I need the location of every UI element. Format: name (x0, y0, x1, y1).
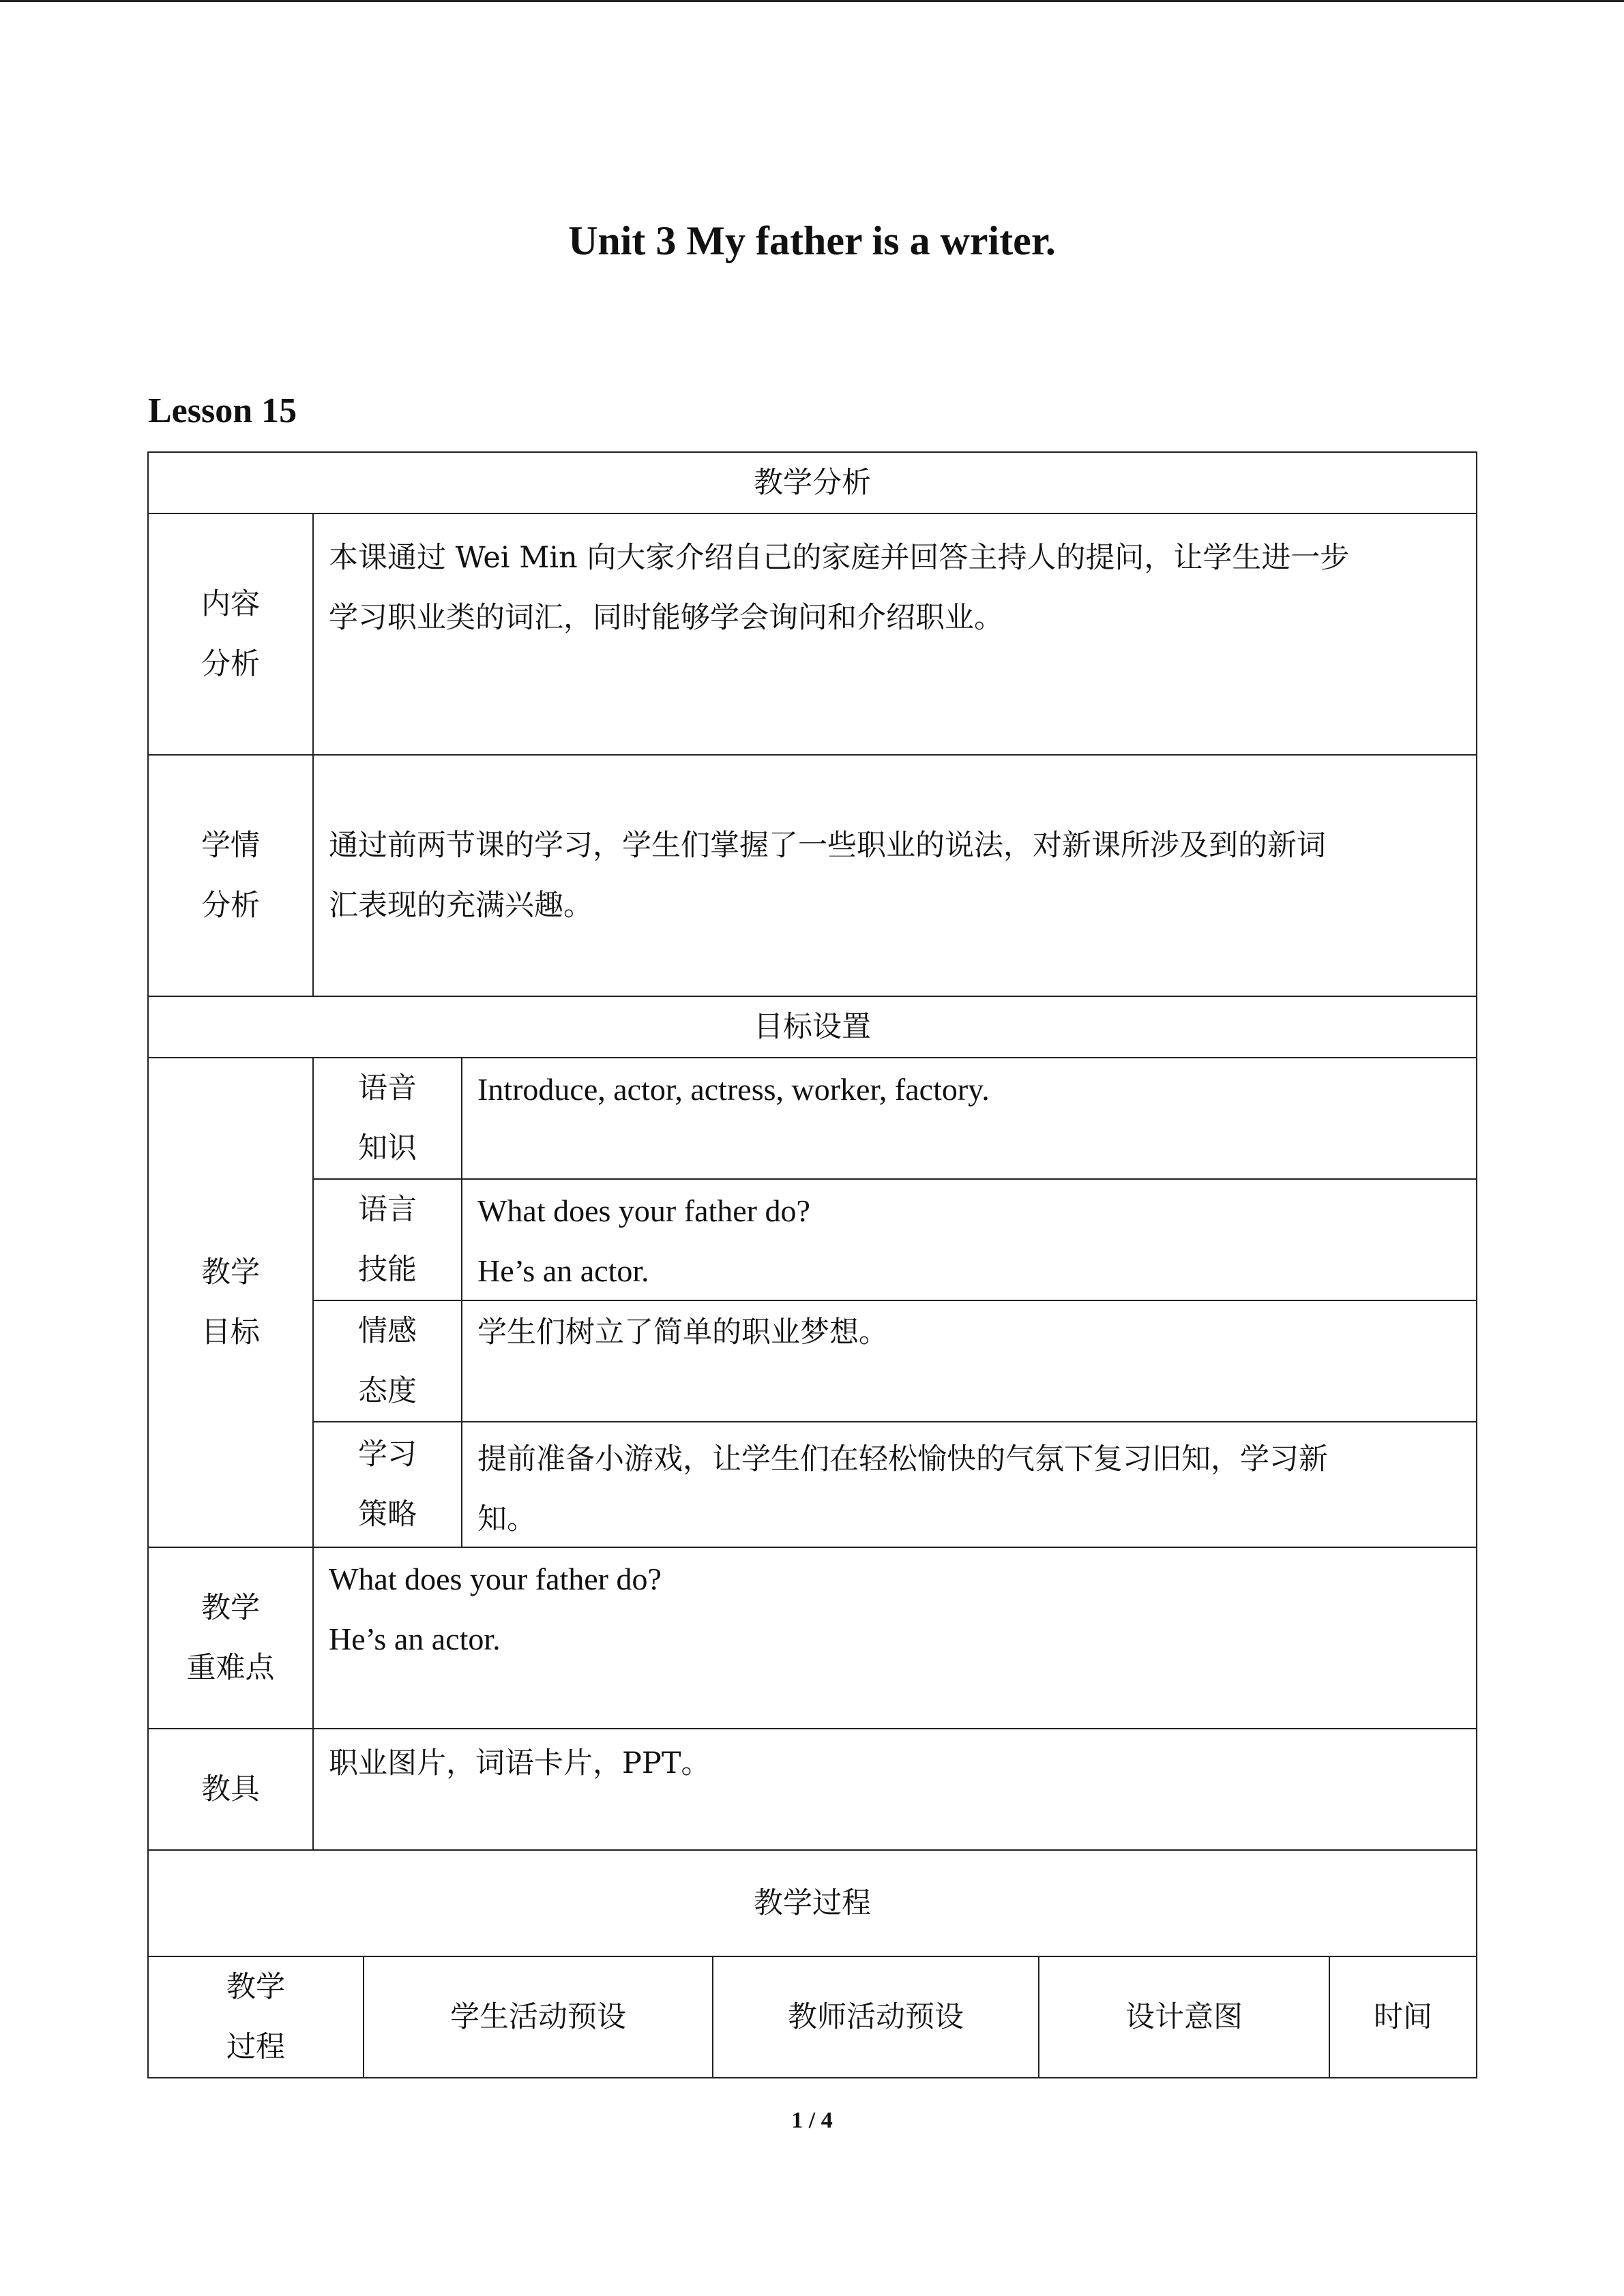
goal-label-line-2: 策略 (358, 1497, 417, 1532)
process-header-teacher-activity (712, 1956, 1039, 2078)
process-header-time (1329, 1956, 1477, 2078)
top-border-line (0, 0, 1624, 2)
goal-content-line-2: He’s an actor. (477, 1253, 649, 1288)
goal-label-language-skills (312, 1178, 462, 1301)
content-analysis-text (312, 513, 1477, 756)
page-number: 1 / 4 (791, 2108, 833, 2133)
process-header-time-text: 时间 (1374, 2000, 1432, 2034)
key-points-text (312, 1547, 1477, 1729)
goal-label-line-1: 语言 (358, 1193, 417, 1227)
key-points-line-2: He’s an actor. (329, 1622, 501, 1656)
student-analysis-text (312, 754, 1477, 997)
process-header-design-intent (1038, 1956, 1330, 2078)
section-header-process (147, 1849, 1477, 1957)
section-header-goals-text: 目标设置 (754, 1010, 871, 1044)
process-header-design-intent-text: 设计意图 (1125, 2000, 1243, 2034)
goal-label-line-2: 态度 (358, 1374, 417, 1408)
lesson-plan-table (147, 451, 1477, 2078)
section-header-analysis (147, 451, 1477, 514)
teaching-goals-label-line-1: 教学 (201, 1255, 260, 1289)
goal-content-line-1: Introduce, actor, actress, worker, factory. (477, 1072, 990, 1107)
process-header-stage-line-1: 教学 (226, 1970, 285, 2004)
goal-content-strategy (461, 1421, 1477, 1548)
section-header-process-text: 教学过程 (754, 1886, 871, 1920)
goal-content-line-1: 提前准备小游戏，让学生们在轻松愉快的气氛下复习旧知，学习新 (477, 1442, 1328, 1476)
student-analysis-label (147, 754, 314, 997)
goal-label-line-1: 语音 (358, 1071, 417, 1105)
content-analysis-line-1: 本课通过 Wei Min 向大家介绍自己的家庭并回答主持人的提问，让学生进一步 (329, 541, 1350, 575)
student-analysis-line-2: 汇表现的充满兴趣。 (329, 889, 593, 923)
teaching-aids-label (147, 1728, 314, 1851)
goal-label-line-1: 情感 (358, 1314, 417, 1348)
content-analysis-label (147, 513, 314, 756)
goal-label-attitude (312, 1300, 462, 1422)
document-title: Unit 3 My father is a writer. (568, 218, 1056, 263)
student-analysis-label-line-1: 学情 (201, 829, 260, 863)
goal-content-line-2: 知。 (477, 1502, 536, 1536)
goal-content-line-1: 学生们树立了简单的职业梦想。 (477, 1315, 888, 1350)
teaching-aids-text (312, 1728, 1477, 1851)
key-points-label-line-2: 重难点 (186, 1651, 275, 1685)
content-analysis-line-2: 学习职业类的词汇，同时能够学会询问和介绍职业。 (329, 601, 1003, 635)
goal-label-strategy (312, 1421, 462, 1548)
process-header-teacher-activity-text: 教师活动预设 (788, 2000, 964, 2034)
key-points-line-1: What does your father do? (329, 1562, 662, 1596)
teaching-aids-line: 职业图片，词语卡片，PPT。 (329, 1746, 711, 1780)
section-header-analysis-text: 教学分析 (754, 466, 871, 500)
section-header-goals (147, 996, 1477, 1058)
teaching-aids-label-text: 教具 (201, 1772, 260, 1806)
key-points-label (147, 1547, 314, 1729)
goal-label-line-2: 知识 (358, 1131, 417, 1165)
student-analysis-line-1: 通过前两节课的学习，学生们掌握了一些职业的说法，对新课所涉及到的新词 (329, 829, 1326, 863)
teaching-goals-label-full (147, 1057, 314, 1548)
content-analysis-label-line-2: 分析 (201, 647, 260, 681)
process-header-stage (147, 1956, 364, 2078)
key-points-label-line-1: 教学 (201, 1591, 260, 1625)
teaching-goals-label-line-2: 目标 (201, 1315, 260, 1350)
goal-content-attitude (461, 1300, 1477, 1422)
content-analysis-label-line-1: 内容 (201, 587, 260, 621)
process-header-student-activity-text: 学生活动预设 (450, 2000, 626, 2034)
goal-label-phonetics (312, 1057, 462, 1180)
goal-content-line-1: What does your father do? (477, 1193, 810, 1228)
goal-label-line-2: 技能 (358, 1253, 417, 1287)
process-header-student-activity (363, 1956, 713, 2078)
lesson-heading: Lesson 15 (148, 391, 297, 430)
student-analysis-label-line-2: 分析 (201, 889, 260, 923)
goal-content-language-skills (461, 1178, 1477, 1301)
goal-content-phonetics (461, 1057, 1477, 1180)
process-header-stage-line-2: 过程 (226, 2030, 285, 2064)
goal-label-line-1: 学习 (358, 1437, 417, 1472)
